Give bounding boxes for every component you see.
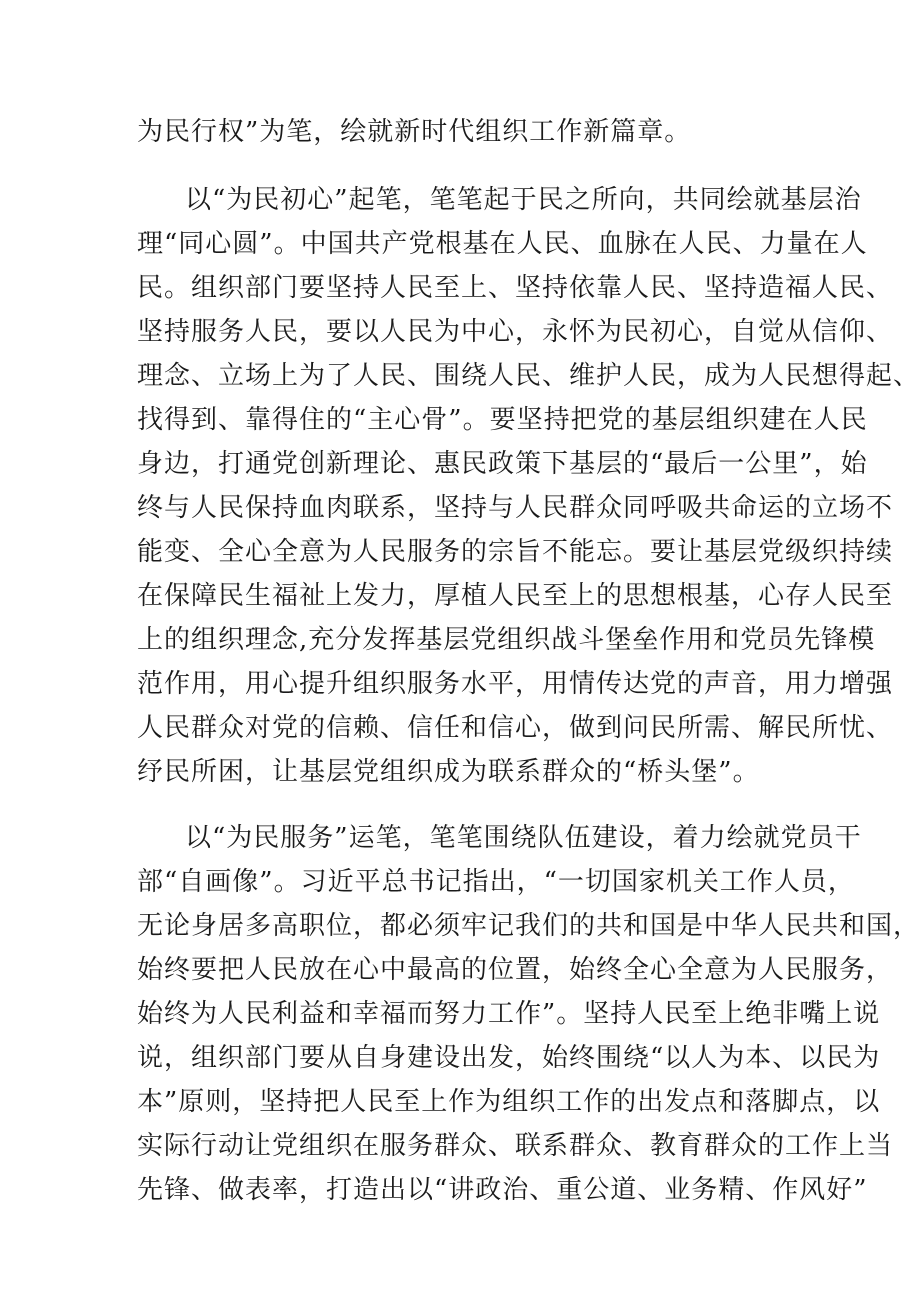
- p2-line-7: 身边，打通党创新理论、惠民政策下基层的“最后一公里”，始: [137, 449, 868, 479]
- p3-line-2: 部“自画像”。习近平总书记指出，“一切国家机关工作人员，: [137, 867, 855, 897]
- p2-line-8: 终与人民保持血肉联系，坚持与人民群众同呼吸共命运的立场不: [137, 493, 894, 523]
- p3-line-3: 无论身居多高职位，都必须牢记我们的共和国是中华人民共和国，: [137, 911, 920, 941]
- p3-line-6: 说，组织部门要从自身建设出发，始终围绕“以人为本、以民为: [137, 1043, 881, 1073]
- p2-line-4: 坚持服务人民，要以人民为中心，永怀为民初心，自觉从信仰、: [137, 317, 894, 347]
- p3-line-4: 始终要把人民放在心中最高的位置，始终全心全意为人民服务，: [137, 955, 894, 985]
- p2-line-3: 民。组织部门要坚持人民至上、坚持依靠人民、坚持造福人民、: [137, 273, 894, 303]
- p2-line-10: 在保障民生福祉上发力，厚植人民至上的思想根基，心存人民至: [137, 581, 894, 611]
- p2-line-12: 范作用，用心提升组织服务水平，用情传达党的声音，用力增强: [137, 669, 894, 699]
- p2-line-11: 上的组织理念,充分发挥基层党组织战斗堡垒作用和党员先锋模: [137, 625, 876, 655]
- p3-line-7: 本”原则，坚持把人民至上作为组织工作的出发点和落脚点，以: [137, 1087, 881, 1117]
- p2-line-5: 理念、立场上为了人民、围绕人民、维护人民，成为人民想得起、: [137, 361, 920, 391]
- p2-line-1: 以“为民初心”起笔，笔笔起于民之所向，共同绘就基层治: [185, 185, 862, 215]
- p2-line-13: 人民群众对党的信赖、信任和信心，做到问民所需、解民所忧、: [137, 713, 894, 743]
- p3-line-9: 先锋、做表率，打造出以“讲政治、重公道、业务精、作风好”: [137, 1175, 868, 1205]
- p2-line-14: 纾民所困，让基层党组织成为联系群众的“桥头堡”。: [137, 757, 760, 787]
- p1-line-1: 为民行权”为笔，绘就新时代组织工作新篇章。: [137, 117, 692, 147]
- p3-line-5: 始终为人民利益和幸福而努力工作”。坚持人民至上绝非嘴上说: [137, 999, 881, 1029]
- p2-line-9: 能变、全心全意为人民服务的宗旨不能忘。要让基层党级织持续: [137, 537, 894, 567]
- p2-line-2: 理“同心圆”。中国共产党根基在人民、血脉在人民、力量在人: [137, 229, 868, 259]
- p2-line-6: 找得到、靠得住的“主心骨”。要坚持把党的基层组织建在人民: [137, 405, 868, 435]
- p3-line-1: 以“为民服务”运笔，笔笔围绕队伍建设，着力绘就党员干: [185, 823, 862, 853]
- p3-line-8: 实际行动让党组织在服务群众、联系群众、教育群众的工作上当: [137, 1131, 894, 1161]
